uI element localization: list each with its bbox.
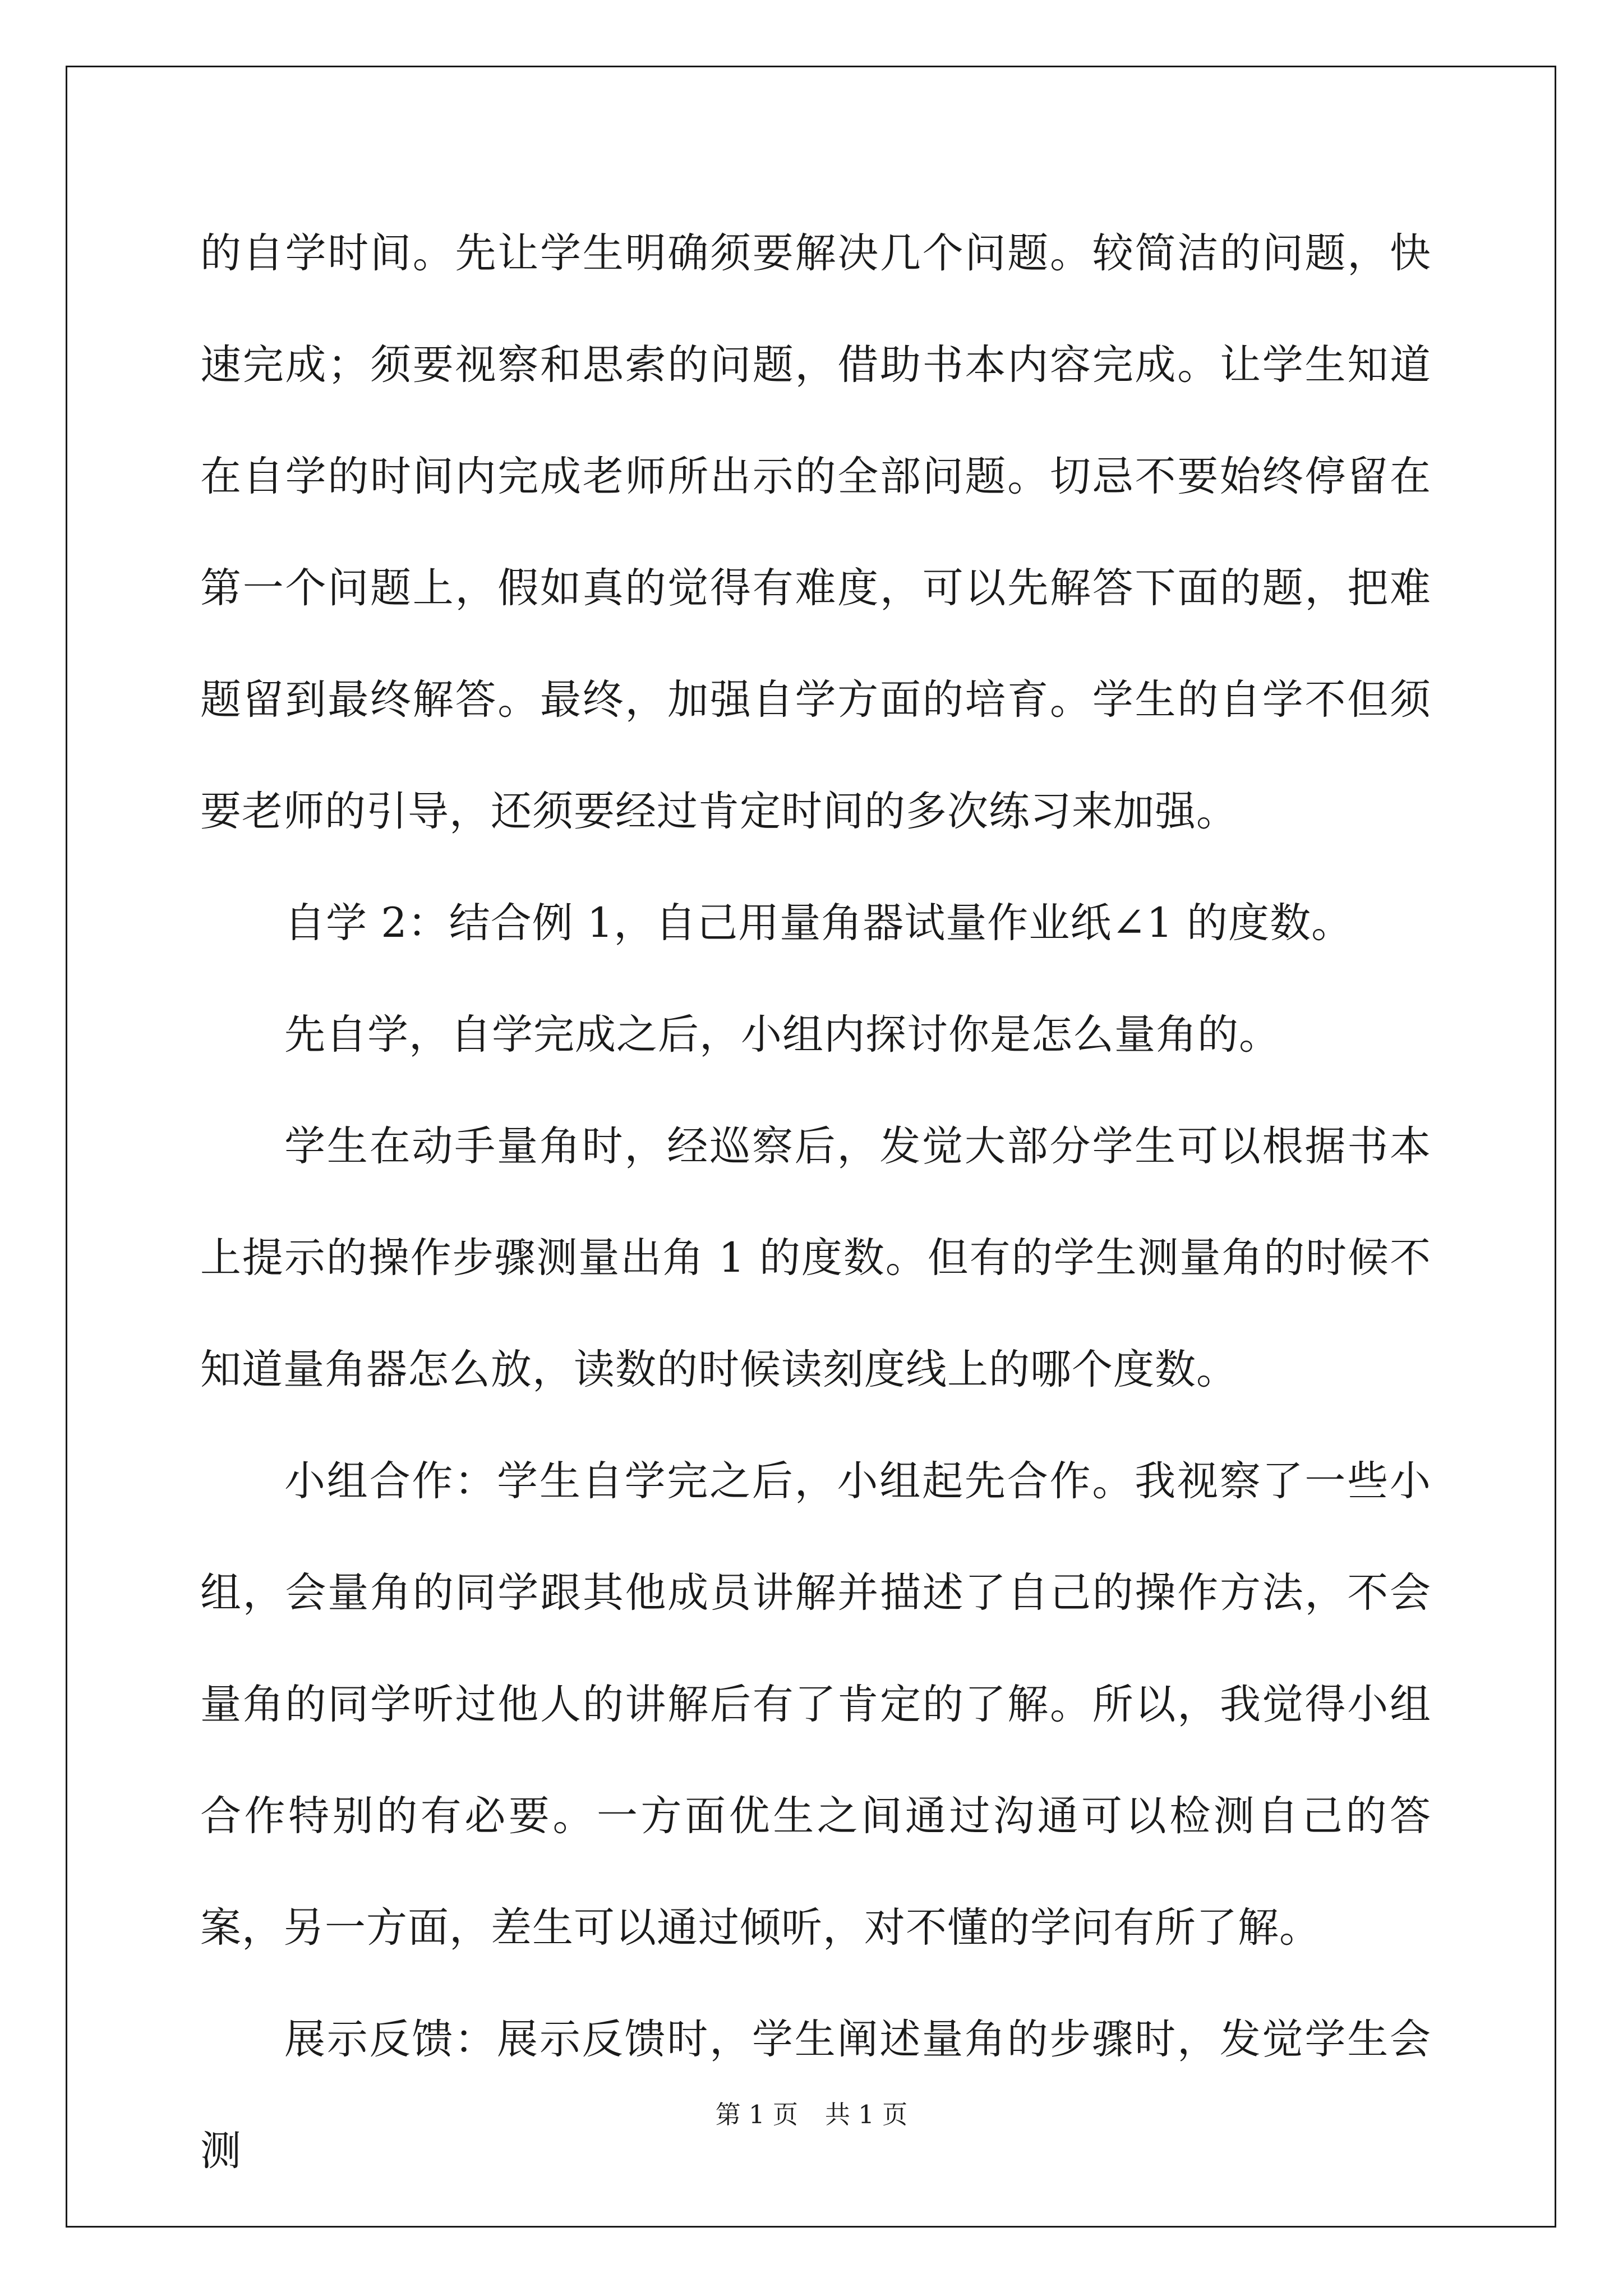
paragraph-2: 自学 2：结合例 1，自己用量角器试量作业纸∠1 的度数。 [284,899,1353,947]
paragraph-3: 先自学，自学完成之后，小组内探讨你是怎么量角的。 [284,1011,1280,1059]
page-total: 共 1 页 [825,2100,908,2129]
page-number: 第 1 页 [715,2100,798,2129]
paragraph-4: 学生在动手量角时，经巡察后，发觉大部分学生可以根据书本上提示的操作步骤测量出角 1 的度数。但有的学生测量角的时候不知道量角器怎么放，读数的时候读刻度线上的哪个度数。 [200,1122,1431,1393]
page-footer [0,2098,1623,2132]
paragraph-1: 的自学时间。先让学生明确须要解决几个问题。较简洁的问题，快速完成；须要视察和思索的问题，借助书本内容完成。让学生知道在自学的时间内完成老师所出示的全部问题。切忌不要始终停留在第一个问题上，假如真的觉得有难度，可以先解答下面的题，把难题留到最终解答。最终，加强自学方面的培育。学生的自学不但须要老师的引导，还须要经过肯定时间的多次练习来加强。 [200,229,1431,835]
document-body [200,197,1431,2207]
paragraph-5: 小组合作：学生自学完之后，小组起先合作。我视察了一些小组，会量角的同学跟其他成员讲解并描述了自己的操作方法，不会量角的同学听过他人的讲解后有了肯定的了解。所以，我觉得小组合作特别的有必要。一方面优生之间通过沟通可以检测自己的答案，另一方面，差生可以通过倾听，对不懂的学问有所了解。 [200,1457,1431,1952]
paragraph-6: 展示反馈：展示反馈时，学生阐述量角的步骤时，发觉学生会测 [200,2016,1431,2175]
